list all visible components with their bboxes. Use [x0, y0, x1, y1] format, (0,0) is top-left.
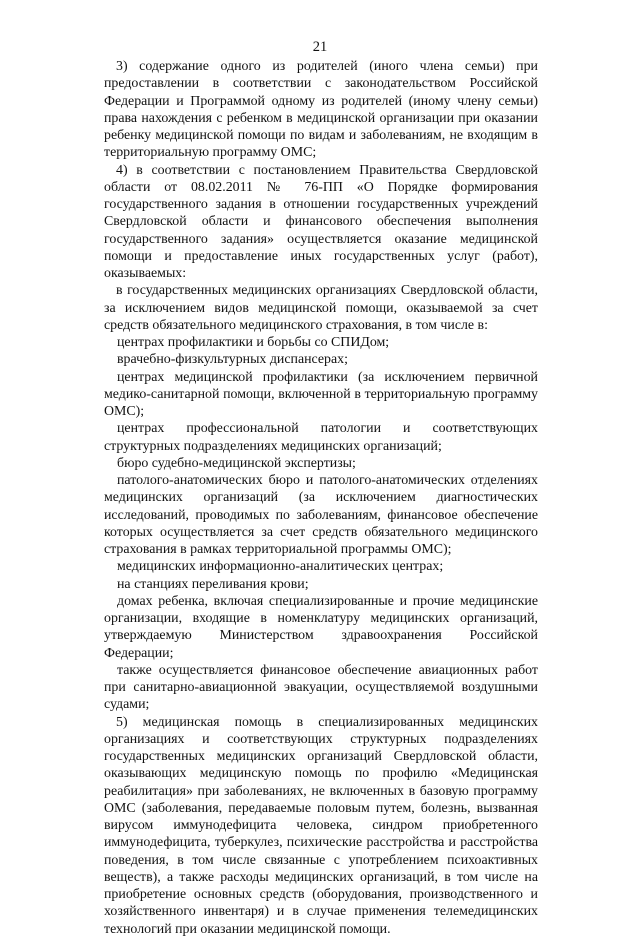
- list-item-forensic-bureau: бюро судебно-медицинской экспертизы;: [117, 455, 356, 471]
- list-item-prevention-centers: центрах медицинской профилактики (за исключением первичной медико-санитарной помощи, включенной в территориальную программу ОМС);: [104, 369, 538, 419]
- list-item-aids-centers: центрах профилактики и борьбы со СПИДом;: [117, 335, 390, 350]
- paragraph-item-4-state-assignment: 4) в соответствии с постановлением Правительства Свердловской области от 08.02.2011 № 76-ПП «О Порядке формирования государственного задания в отношении государственных учреждений Свердловской области и финансового обеспечения выполнения государственного задания» осуществляется оказание медицинской помощи и предоставление иных государственных услуг (работ), оказываемых:: [104, 162, 538, 281]
- list-item-sports-medicine-dispensaries: врачебно-физкультурных диспансерах;: [117, 352, 348, 368]
- page-number: 21: [312, 39, 328, 55]
- list-item-childrens-homes: домах ребенка, включая специализированные и прочие медицинские организации, входящие в номенклатуру медицинских организаций, утверждаемую Министерством здравоохранения Российской Федерации;: [104, 593, 538, 661]
- paragraph-aviation-works: также осуществляется финансовое обеспечение авиационных работ при санитарно-авиационной эвакуации, осуществляемой воздушными судами;: [104, 662, 538, 713]
- list-item-pathology-bureaus: патолого-анатомических бюро и патолого-анатомических отделениях медицинских организаций (за исключением диагностических исследований, проводимых по заболеваниям, финансовое обеспечение которых осуществляется за счет средств обязательного медицинского страхования в рамках территориальной программы ОМС);: [104, 473, 538, 557]
- list-item-occupational-pathology-centers: центрах профессиональной патологии и соответствующих структурных подразделениях медицинских организаций;: [104, 421, 538, 454]
- paragraph-item-3-parent-accommodation: 3) содержание одного из родителей (иного члена семьи) при предоставлении в соответствии с законодательством Российской Федерации и Программой одному из родителей (иному члену семьи) права нахождения с ребенком в медицинской организации при оказании ребенку медицинской помощи по видам и заболеваниям, не входящим в территориальную программу ОМС;: [104, 59, 538, 161]
- document-body: [104, 58, 538, 938]
- list-item-blood-transfusion-stations: на станциях переливания крови;: [117, 576, 309, 592]
- paragraph-item-5-medical-rehabilitation: 5) медицинская помощь в специализированных медицинских организациях и соответствующих структурных подразделениях государственных медицинских организаций Свердловской области, оказывающих медицинскую помощь по профилю «Медицинская реабилитация» при заболеваниях, не включенных в базовую программу ОМС (заболевания, передаваемые половым путем, болезнь, вызванная вирусом иммунодефицита человека, синдром приобретенного иммунодефицита, туберкулез, психические расстройства и расстройства поведения, в том числе связанные с употреблением психоактивных веществ), а также расходы медицинских организаций, в том числе на приобретение основных средств (оборудования, производственного и хозяйственного инвентаря) и в случае применения телемедицинских технологий при оказании медицинской помощи.: [104, 714, 538, 937]
- list-item-information-analytical-centers: медицинских информационно-аналитических центрах;: [117, 559, 444, 575]
- paragraph-state-medical-organizations: в государственных медицинских организациях Свердловской области, за исключением видов медицинской помощи, оказываемой за счет средств обязательного медицинского страхования, в том числе в:: [104, 283, 538, 333]
